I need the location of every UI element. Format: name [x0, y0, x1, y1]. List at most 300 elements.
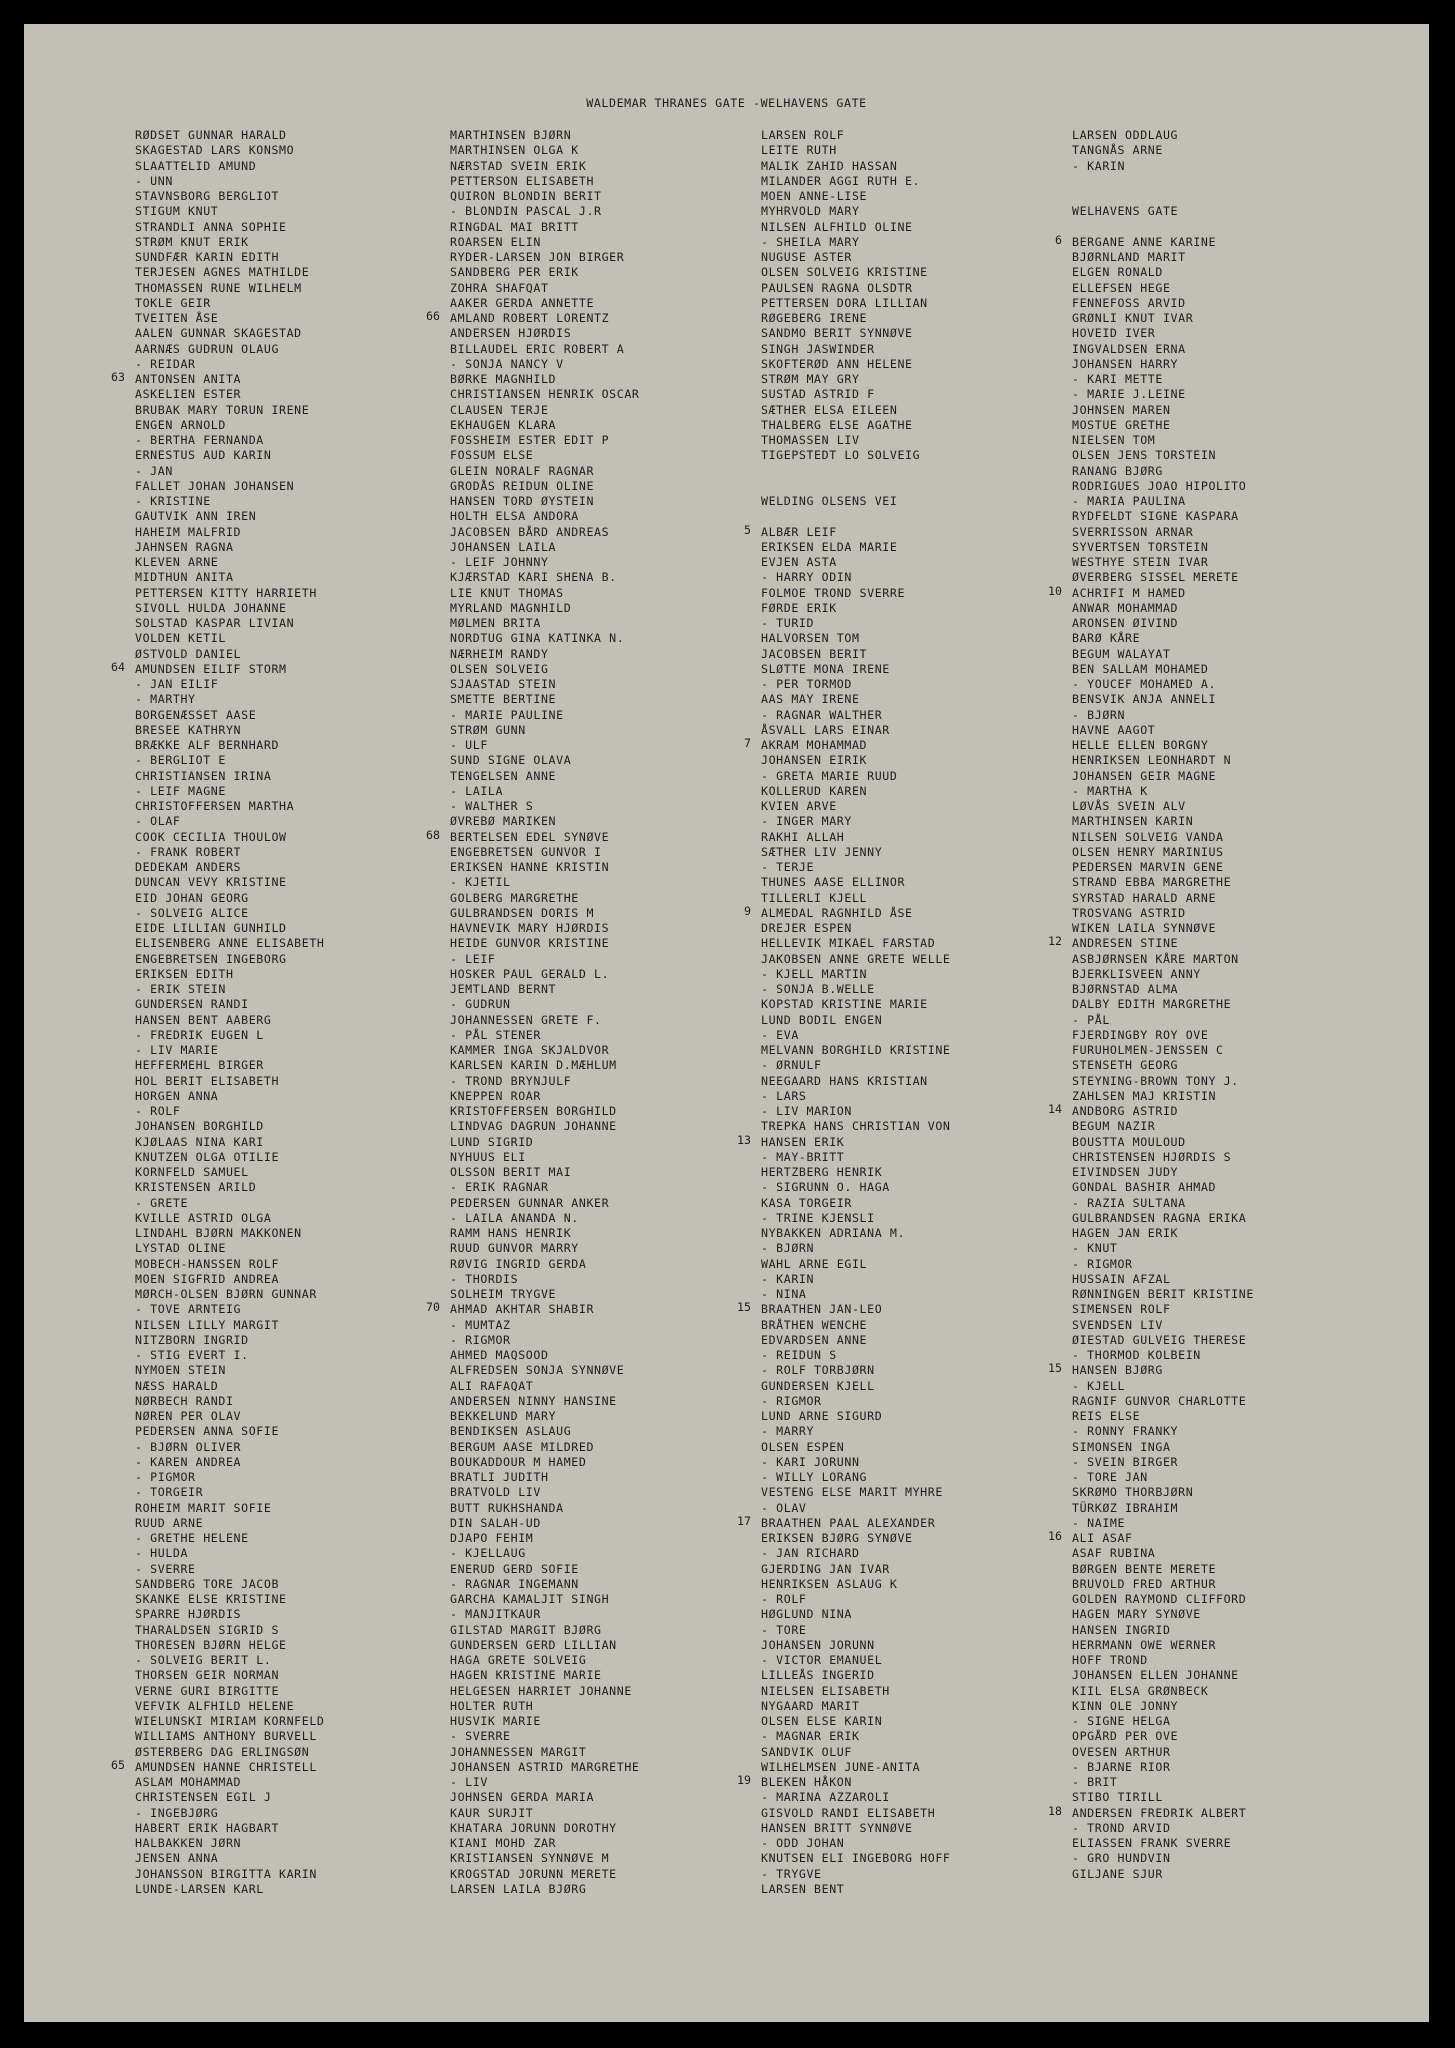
resident-name: MARTHINSEN OLGA K	[450, 143, 579, 158]
list-item	[1048, 934, 1372, 951]
list-item	[737, 1300, 1061, 1317]
list-item	[761, 660, 1061, 675]
list-item	[1072, 858, 1372, 873]
resident-name: NÆRSTAD SVEIN ERIK	[450, 158, 587, 173]
resident-name: DALBY EDITH MARGRETHE	[1072, 997, 1232, 1012]
list-item	[1072, 1727, 1372, 1742]
resident-name: JOHANSEN GEIR MAGNE	[1072, 768, 1217, 783]
resident-name: MARTHINSEN KARIN	[1072, 814, 1194, 829]
resident-name: - YOUCEF MOHAMED A.	[1072, 677, 1217, 691]
resident-name: RANANG BJØRG	[1072, 463, 1163, 478]
list-item	[450, 218, 750, 233]
list-item	[450, 141, 750, 156]
list-item	[135, 858, 435, 873]
resident-name: BEKKELUND MARY	[450, 1409, 557, 1423]
resident-name: KASA TORGEIR	[761, 1195, 852, 1210]
list-item	[761, 1072, 1061, 1087]
resident-name: - ULF	[450, 738, 488, 752]
house-number: 16	[1048, 1529, 1062, 1543]
resident-name: - RIGMOR	[761, 1393, 822, 1408]
list-item	[450, 431, 750, 446]
resident-name: GONDAL BASHIR AHMAD	[1072, 1180, 1217, 1195]
resident-name: - LIV	[450, 1775, 488, 1789]
resident-name: RAMM HANS HENRIK	[450, 1226, 572, 1240]
list-item	[1072, 157, 1372, 172]
resident-name: - PÅL STENER	[450, 1027, 541, 1042]
list-item	[761, 1621, 1061, 1636]
resident-name: - NINA	[761, 1287, 807, 1301]
house-number: 63	[111, 370, 125, 384]
list-item	[1072, 355, 1372, 370]
resident-name: TVEITEN ÅSE	[135, 311, 219, 325]
resident-name: - KNUT	[1072, 1241, 1118, 1256]
column-4	[1048, 126, 1372, 1881]
resident-name: ENGEBRETSEN GUNVOR I	[450, 844, 602, 859]
resident-name: FURUHOLMEN-JENSSEN C	[1072, 1043, 1224, 1057]
resident-name: OLSEN ESPEN	[761, 1439, 845, 1454]
list-item	[761, 1666, 1061, 1681]
list-item	[450, 1514, 750, 1529]
list-item	[450, 126, 750, 141]
resident-name: - TERJE	[761, 860, 815, 874]
list-item	[135, 919, 435, 934]
list-item	[761, 843, 1061, 858]
resident-name: SINGH JASWINDER	[761, 341, 875, 356]
resident-name: KAUR SURJIT	[450, 1805, 534, 1820]
list-item	[1072, 1773, 1372, 1788]
list-item	[1072, 324, 1372, 339]
list-item	[135, 263, 435, 278]
resident-name: OLSEN SOLVEIG KRISTINE	[761, 265, 928, 280]
resident-name: STRØM GUNN	[450, 722, 526, 737]
resident-name: PAULSEN RAGNA OLSDTR	[761, 280, 913, 295]
resident-name: - FRANK ROBERT	[135, 844, 242, 859]
resident-name: TROSVANG ASTRID	[1072, 905, 1186, 920]
resident-name: DEDEKAM ANDERS	[135, 860, 242, 874]
resident-name: ERIKSEN BJØRG SYNØVE	[761, 1531, 913, 1545]
list-item	[450, 889, 750, 904]
list-item	[761, 1102, 1061, 1117]
list-item	[450, 1102, 750, 1117]
resident-name: JENSEN ANNA	[135, 1851, 219, 1866]
list-item	[761, 1255, 1061, 1270]
list-item	[450, 1575, 750, 1590]
list-item	[135, 645, 435, 660]
resident-name: AKRAM MOHAMMAD	[761, 738, 868, 752]
resident-name: - MARIE PAULINE	[450, 707, 564, 722]
list-item	[1072, 1346, 1372, 1361]
list-item	[761, 1148, 1061, 1163]
list-item	[450, 477, 750, 492]
resident-name: - SHEILA MARY	[761, 234, 860, 249]
list-item	[450, 1255, 750, 1270]
resident-name: HOL BERIT ELISABETH	[135, 1073, 280, 1088]
list-item	[450, 1148, 750, 1163]
list-item	[135, 1575, 435, 1590]
resident-name: GUNDERSEN KJELL	[761, 1378, 875, 1393]
resident-name: SKANKE ELSE KRISTINE	[135, 1592, 287, 1606]
list-item	[761, 1743, 1061, 1758]
resident-name: RAGNIF GUNVOR CHARLOTTE	[1072, 1393, 1247, 1408]
list-item	[1072, 1636, 1372, 1651]
resident-name: - RONNY FRANKY	[1072, 1424, 1179, 1439]
list-item	[761, 1117, 1061, 1132]
resident-name: BRUVOLD FRED ARTHUR	[1072, 1576, 1217, 1591]
list-item	[450, 1041, 750, 1056]
resident-name: JACOBSEN BERIT	[761, 646, 868, 661]
resident-name: GUNDERSEN GERD LILLIAN	[450, 1637, 617, 1652]
list-item	[761, 309, 1061, 324]
list-item	[761, 1712, 1061, 1727]
list-item	[450, 157, 750, 172]
list-item	[1072, 523, 1372, 538]
list-item	[135, 1270, 435, 1285]
list-item	[450, 492, 750, 507]
list-item	[1072, 248, 1372, 263]
resident-name: OLSEN JENS TORSTEIN	[1072, 448, 1217, 463]
list-item	[1072, 995, 1372, 1010]
list-item	[761, 1590, 1061, 1605]
list-item	[135, 1865, 435, 1880]
list-item	[1072, 1331, 1372, 1346]
resident-name: BEN SALLAM MOHAMED	[1072, 661, 1209, 676]
resident-name: HANSEN BENT AABERG	[135, 1012, 272, 1027]
list-item	[1072, 294, 1372, 309]
resident-name: KINN OLE JONNY	[1072, 1698, 1179, 1713]
list-item	[135, 1636, 435, 1651]
list-item	[450, 1453, 750, 1468]
list-item	[761, 324, 1061, 339]
resident-name: JOHANNESSEN GRETE F.	[450, 1012, 602, 1027]
resident-name: THORESEN BJØRN HELGE	[135, 1637, 287, 1652]
resident-name: QUIRON BLONDIN BERIT	[450, 189, 602, 203]
resident-name: - KJETIL	[450, 875, 511, 890]
list-item	[761, 614, 1061, 629]
resident-name: - LEIF MAGNE	[135, 783, 226, 798]
list-item	[450, 721, 750, 736]
resident-name: OLSSON BERIT MAI	[450, 1165, 572, 1179]
list-item	[135, 980, 435, 995]
resident-name: KVILLE ASTRID OLGA	[135, 1210, 272, 1225]
list-item	[761, 965, 1061, 980]
list-item	[426, 309, 750, 325]
list-item	[450, 1605, 750, 1620]
resident-name: BRATLI JUDITH	[450, 1470, 549, 1484]
list-item	[1072, 1056, 1372, 1071]
resident-name: FOLMOE TROND SVERRE	[761, 585, 906, 600]
resident-name: - RAGNAR WALTHER	[761, 707, 883, 722]
resident-name: GULBRANDSEN RAGNA ERIKA	[1072, 1210, 1247, 1225]
resident-name: GISVOLD RANDI ELISABETH	[761, 1805, 936, 1820]
resident-name: LIE KNUT THOMAS	[450, 585, 564, 600]
resident-name: ANWAR MOHAMMAD	[1072, 600, 1179, 615]
list-item	[744, 736, 1061, 752]
list-item	[450, 1285, 750, 1300]
list-item	[761, 141, 1061, 156]
list-item	[135, 1529, 435, 1544]
list-item	[1072, 1743, 1372, 1758]
resident-name: - MANJITKAUR	[450, 1607, 541, 1622]
resident-name: FOSSUM ELSE	[450, 448, 534, 463]
resident-name: PEDERSEN MARVIN GENE	[1072, 860, 1224, 874]
house-number: 13	[737, 1132, 751, 1147]
list-item	[1072, 568, 1372, 583]
list-item	[135, 1560, 435, 1575]
list-item	[135, 568, 435, 583]
list-item	[450, 812, 750, 827]
resident-name: SPARRE HJØRDIS	[135, 1607, 242, 1622]
resident-name: STRØM MAY GRY	[761, 372, 860, 386]
list-item	[761, 1560, 1061, 1575]
resident-name: - BJØRN	[761, 1241, 815, 1256]
resident-name: ROHEIM MARIT SOFIE	[135, 1500, 272, 1515]
resident-name: HAHEIM MALFRID	[135, 524, 242, 539]
list-item	[450, 1224, 750, 1239]
list-item	[1072, 401, 1372, 416]
list-item	[450, 1819, 750, 1834]
list-item	[135, 157, 435, 172]
list-item	[450, 995, 750, 1010]
resident-name: HOLTER RUTH	[450, 1698, 534, 1713]
resident-name: BOUKADDOUR M HAMED	[450, 1454, 587, 1469]
list-item	[135, 1102, 435, 1117]
list-item	[450, 462, 750, 477]
list-item	[1072, 1178, 1372, 1193]
list-item	[135, 1255, 435, 1270]
list-item	[1072, 309, 1372, 324]
resident-name: BØRGEN BENTE MERETE	[1072, 1561, 1217, 1576]
resident-name: - INGER MARY	[761, 814, 852, 829]
list-item	[450, 1544, 750, 1559]
resident-name: SKOFTERØD ANN HELENE	[761, 356, 913, 371]
resident-name: WAHL ARNE EGIL	[761, 1256, 868, 1271]
list-item	[761, 675, 1061, 690]
list-item	[761, 1727, 1061, 1742]
list-item	[135, 934, 435, 949]
resident-name: BOUSTTA MOULOUD	[1072, 1134, 1186, 1149]
resident-name: HANSEN BJØRG	[1072, 1363, 1163, 1378]
list-item	[1072, 1041, 1372, 1056]
list-item	[426, 1300, 750, 1317]
list-item	[1072, 1377, 1372, 1392]
list-item	[761, 599, 1061, 614]
resident-name: - BLONDIN PASCAL J.R	[450, 204, 602, 219]
resident-name: - STIG EVERT I.	[135, 1348, 249, 1362]
resident-name: MOBECH-HANSSEN ROLF	[135, 1256, 280, 1271]
list-item	[761, 1849, 1061, 1864]
list-item	[135, 1453, 435, 1468]
resident-name: FJERDINGBY ROY OVE	[1072, 1027, 1209, 1042]
list-item	[761, 202, 1061, 217]
resident-name: BRÅTHEN WENCHE	[761, 1317, 868, 1332]
list-item	[135, 675, 435, 690]
resident-name: NÆRHEIM RANDY	[450, 646, 549, 661]
list-item	[744, 903, 1061, 920]
resident-name: BRESEE KATHRYN	[135, 722, 242, 737]
list-item	[135, 462, 435, 477]
resident-name: CHRISTOFFERSEN MARTHA	[135, 799, 295, 813]
list-item	[761, 1041, 1061, 1056]
list-item	[1072, 767, 1372, 782]
resident-name: ØVERBERG SISSEL MERETE	[1072, 570, 1239, 585]
list-item	[450, 706, 750, 721]
resident-name: SVERRISSON ARNAR	[1072, 524, 1194, 539]
resident-name: - NAIME	[1072, 1515, 1126, 1530]
resident-name: GOLDEN RAYMOND CLIFFORD	[1072, 1592, 1247, 1606]
resident-name: HORGEN ANNA	[135, 1088, 219, 1103]
list-item	[450, 858, 750, 873]
resident-name: HELLEVIK MIKAEL FARSTAD	[761, 936, 936, 951]
list-item	[761, 751, 1061, 766]
resident-name: HERRMANN OWE WERNER	[1072, 1637, 1217, 1652]
resident-name: JAHNSEN RAGNA	[135, 539, 234, 554]
resident-name: HAGA GRETE SOLVEIG	[450, 1653, 587, 1667]
list-item	[761, 1499, 1061, 1514]
list-item	[450, 873, 750, 888]
list-item	[135, 1133, 435, 1148]
resident-name: LYSTAD OLINE	[135, 1241, 226, 1256]
list-item	[1072, 218, 1372, 233]
list-item	[1072, 1087, 1372, 1102]
resident-name: ELISENBERG ANNE ELISABETH	[135, 936, 325, 951]
list-item	[135, 431, 435, 446]
list-item	[1072, 1026, 1372, 1041]
resident-name: TREPKA HANS CHRISTIAN VON	[761, 1119, 951, 1134]
resident-name: - BRIT	[1072, 1775, 1118, 1789]
list-item	[426, 827, 750, 844]
resident-name: EID JOHAN GEORG	[135, 890, 249, 905]
resident-name: OPGÅRD PER OVE	[1072, 1729, 1179, 1744]
list-item	[450, 675, 750, 690]
list-item	[450, 355, 750, 370]
resident-name: - KRISTINE	[135, 494, 211, 508]
list-item	[1072, 446, 1372, 461]
resident-name: ELIASSEN FRANK SVERRE	[1072, 1836, 1232, 1850]
resident-name: THALBERG ELSE AGATHE	[761, 417, 913, 432]
list-item	[111, 370, 435, 386]
resident-name: STAVNSBORG BERGLIOT	[135, 189, 280, 203]
resident-name: - KAREN ANDREA	[135, 1454, 242, 1469]
resident-name: RODRIGUES JOAO HIPOLITO	[1072, 478, 1247, 493]
resident-name: ALI ASAF	[1072, 1531, 1133, 1545]
list-item	[1072, 828, 1372, 843]
list-item	[135, 1743, 435, 1758]
resident-name: SVENDSEN LIV	[1072, 1317, 1163, 1332]
resident-name: - SVERRE	[450, 1729, 511, 1744]
resident-name: SANDVIK OLUF	[761, 1744, 852, 1759]
list-item	[135, 187, 435, 202]
resident-name: SYRSTAD HARALD ARNE	[1072, 890, 1217, 905]
resident-name: ANDERSEN NINNY HANSINE	[450, 1393, 617, 1408]
list-item	[135, 1422, 435, 1437]
resident-name: HOSKER PAUL GERALD L.	[450, 966, 610, 981]
resident-name: - LEIF JOHNNY	[450, 555, 549, 569]
resident-name: EVJEN ASTA	[761, 555, 837, 569]
resident-name: BRUBAK MARY TORUN IRENE	[135, 402, 310, 417]
resident-name: GARCHA KAMALJIT SINGH	[450, 1592, 610, 1606]
resident-name: SYVERTSEN TORSTEIN	[1072, 539, 1209, 554]
resident-name: KNUTSEN ELI INGEBORG HOFF	[761, 1851, 951, 1866]
resident-name: GRØNLI KNUT IVAR	[1072, 311, 1194, 325]
resident-name: SANDBERG TORE JACOB	[135, 1576, 280, 1591]
list-item	[450, 950, 750, 965]
list-item	[761, 1377, 1061, 1392]
resident-name: OVESEN ARTHUR	[1072, 1744, 1171, 1759]
list-item	[450, 1865, 750, 1880]
list-item	[135, 1163, 435, 1178]
resident-name: AHMED MAQSOOD	[450, 1348, 549, 1362]
resident-name: MOEN ANNE-LISE	[761, 189, 868, 203]
resident-name: HEIDE GUNVOR KRISTINE	[450, 936, 610, 951]
resident-name: KNEPPEN ROAR	[450, 1088, 541, 1103]
resident-name: KIIL ELSA GRØNBECK	[1072, 1683, 1209, 1698]
resident-name: - LAILA	[450, 783, 504, 798]
resident-name: HENRIKSEN LEONHARDT N	[1072, 753, 1232, 768]
list-item	[450, 187, 750, 202]
resident-name: NØRBECH RANDI	[135, 1393, 234, 1408]
resident-name: ENERUD GERD SOFIE	[450, 1561, 579, 1576]
list-item	[135, 965, 435, 980]
list-item	[761, 1270, 1061, 1285]
resident-name: OLSEN SOLVEIG	[450, 661, 549, 676]
resident-name: RAKHI ALLAH	[761, 829, 845, 844]
resident-name: ROARSEN ELIN	[450, 234, 541, 249]
list-item	[1072, 431, 1372, 446]
column-2	[426, 126, 750, 1896]
list-item	[450, 202, 750, 217]
list-item	[1072, 1316, 1372, 1331]
list-item	[450, 1178, 750, 1193]
resident-name: - TRYGVE	[761, 1866, 822, 1881]
list-item	[1072, 797, 1372, 812]
list-item	[135, 751, 435, 766]
resident-name: VEFVIK ALFHILD HELENE	[135, 1698, 295, 1713]
house-number: 10	[1048, 583, 1062, 598]
list-item	[761, 950, 1061, 965]
resident-name: THORSEN GEIR NORMAN	[135, 1668, 280, 1683]
list-item	[450, 1773, 750, 1788]
resident-name: BUTT RUKHSHANDA	[450, 1500, 564, 1515]
resident-name: - THORMOD KOLBEIN	[1072, 1348, 1201, 1362]
resident-name: NIELSEN ELISABETH	[761, 1683, 890, 1698]
list-item	[450, 965, 750, 980]
list-item	[135, 1072, 435, 1087]
list-item	[450, 1392, 750, 1407]
resident-name: - JAN EILIF	[135, 677, 219, 691]
list-item	[1072, 919, 1372, 934]
resident-name: WIELUNSKI MIRIAM KORNFELD	[135, 1714, 325, 1728]
resident-name: GUNDERSEN RANDI	[135, 997, 249, 1012]
resident-name: ALMEDAL RAGNHILD ÅSE	[761, 905, 913, 920]
resident-name: FØRDE ERIK	[761, 600, 837, 615]
list-item	[135, 492, 435, 507]
resident-name: - LAILA ANANDA N.	[450, 1210, 579, 1225]
list-item	[135, 599, 435, 614]
list-item	[450, 1011, 750, 1026]
resident-name: AALEN GUNNAR SKAGESTAD	[135, 326, 302, 341]
list-item	[1072, 202, 1372, 217]
resident-name: SÆTHER LIV JENNY	[761, 844, 883, 859]
resident-name: LUND ARNE SIGURD	[761, 1409, 883, 1423]
resident-name: HAVNE AAGOT	[1072, 722, 1156, 737]
list-item	[450, 645, 750, 660]
list-item	[1048, 583, 1372, 600]
resident-name: JOHANSEN LAILA	[450, 539, 557, 554]
resident-name: BERGANE ANNE KARINE	[1072, 234, 1217, 249]
list-item	[135, 309, 435, 324]
resident-name: - BERGLIOT E	[135, 753, 226, 768]
resident-name: - TORE	[761, 1622, 807, 1637]
